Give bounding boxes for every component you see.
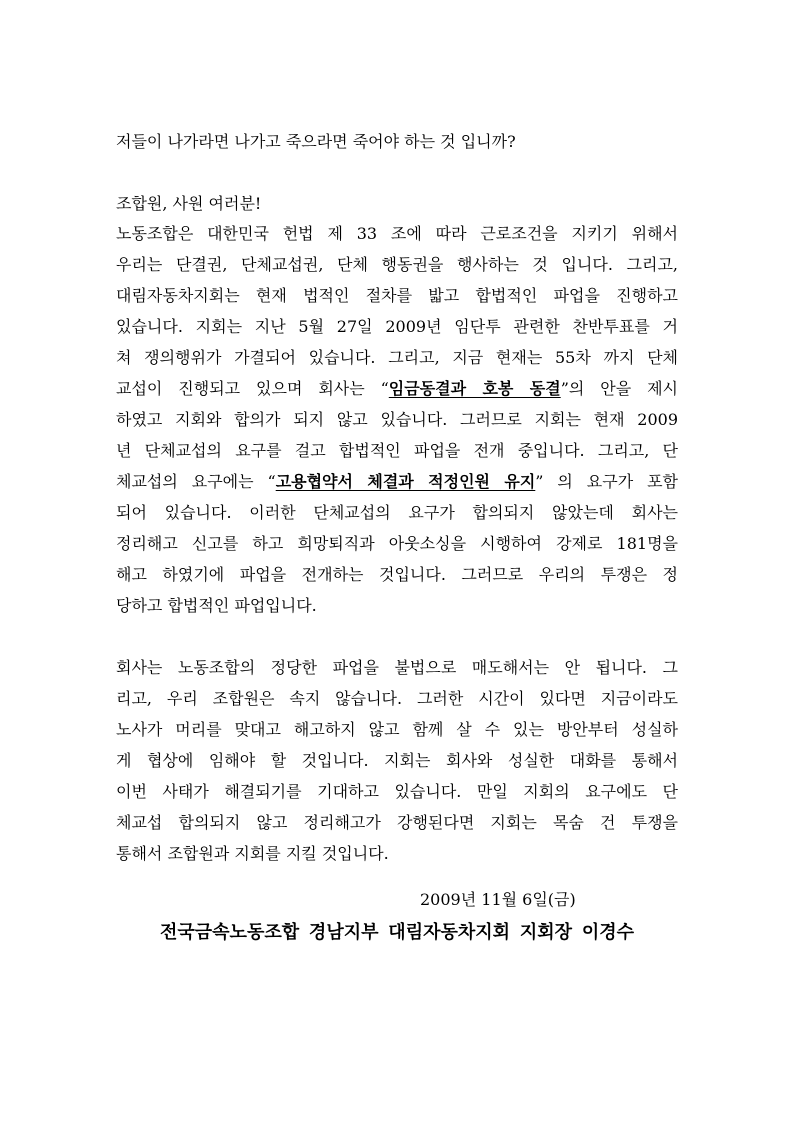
paragraph-line: 되어 있습니다. 이러한 단체교섭의 요구가 합의되지 않았는데 회사는 [116,503,678,522]
paragraph-line: 리고, 우리 조합원은 속지 않습니다. 그러한 시간이 있다면 지금이라도 [116,689,678,708]
paragraph-line: 쳐 쟁의행위가 가결되어 있습니다. 그리고, 지금 현재는 55차 까지 단체 [116,348,678,367]
signature-line: 전국금속노동조합 경남지부 대림자동차지회 지회장 이경수 [160,922,634,943]
paragraph-line: 년 단체교섭의 요구를 걸고 합법적인 파업을 전개 중입니다. 그리고, 단 [116,441,678,460]
greeting: 조합원, 사원 여러분! [116,194,262,213]
paragraph-line: 게 협상에 임해야 할 것입니다. 지회는 회사와 성실한 대화를 통해서 [116,751,678,770]
emphasized-demand-employment-agreement: 고용협약서 체결과 적정인원 유지 [275,472,536,491]
paragraph-line [116,377,678,401]
document-date: 2009년 11월 6일(금) [420,890,576,909]
paragraph-text: ” 의 요구가 포함 [535,472,678,491]
paragraph-line: 체교섭 합의되지 않고 정리해고가 강행된다면 지회는 목숨 건 투쟁을 [116,813,678,832]
paragraph-line: 해고 하였기에 파업을 전개하는 것입니다. 그러므로 우리의 투쟁은 정 [116,565,678,584]
paragraph-line: 하였고 지회와 합의가 되지 않고 있습니다. 그러므로 지회는 현재 2009 [116,410,678,429]
paragraph-line: 통해서 조합원과 지회를 지킬 것입니다. [116,844,389,863]
paragraph-line: 대림자동차지회는 현재 법적인 절차를 밟고 합법적인 파업을 진행하고 [116,286,678,305]
paragraph-line: 우리는 단결권, 단체교섭권, 단체 행동권을 행사하는 것 입니다. 그리고, [116,255,678,274]
paragraph-line: 노사가 머리를 맞대고 해고하지 않고 함께 살 수 있는 방안부터 성실하 [116,720,678,739]
paragraph-line: 노동조합은 대한민국 헌법 제 33 조에 따라 근로조건을 지키기 위해서 [116,224,678,243]
paragraph-text: 체교섭의 요구에는 “ [116,472,276,491]
paragraph-text: 교섭이 진행되고 있으며 회사는 “ [116,379,389,398]
opening-question: 저들이 나가라면 나가고 죽으라면 죽어야 하는 것 입니까? [116,132,516,151]
paragraph-text: ”의 안을 제시 [560,379,678,398]
paragraph-line: 당하고 합법적인 파업입니다. [116,596,317,615]
paragraph-line: 이번 사태가 해결되기를 기대하고 있습니다. 만일 지회의 요구에도 단 [116,782,678,801]
emphasized-demand-wage-freeze: 임금동결과 호봉 동결 [388,379,561,398]
paragraph-line: 회사는 노동조합의 정당한 파업을 불법으로 매도해서는 안 됩니다. 그 [116,658,678,677]
paragraph-line: 있습니다. 지회는 지난 5월 27일 2009년 임단투 관련한 찬반투표를 거 [116,317,678,336]
paragraph-line [116,470,678,494]
paragraph-line: 정리해고 신고를 하고 희망퇴직과 아웃소싱을 시행하여 강제로 181명을 [116,534,678,553]
